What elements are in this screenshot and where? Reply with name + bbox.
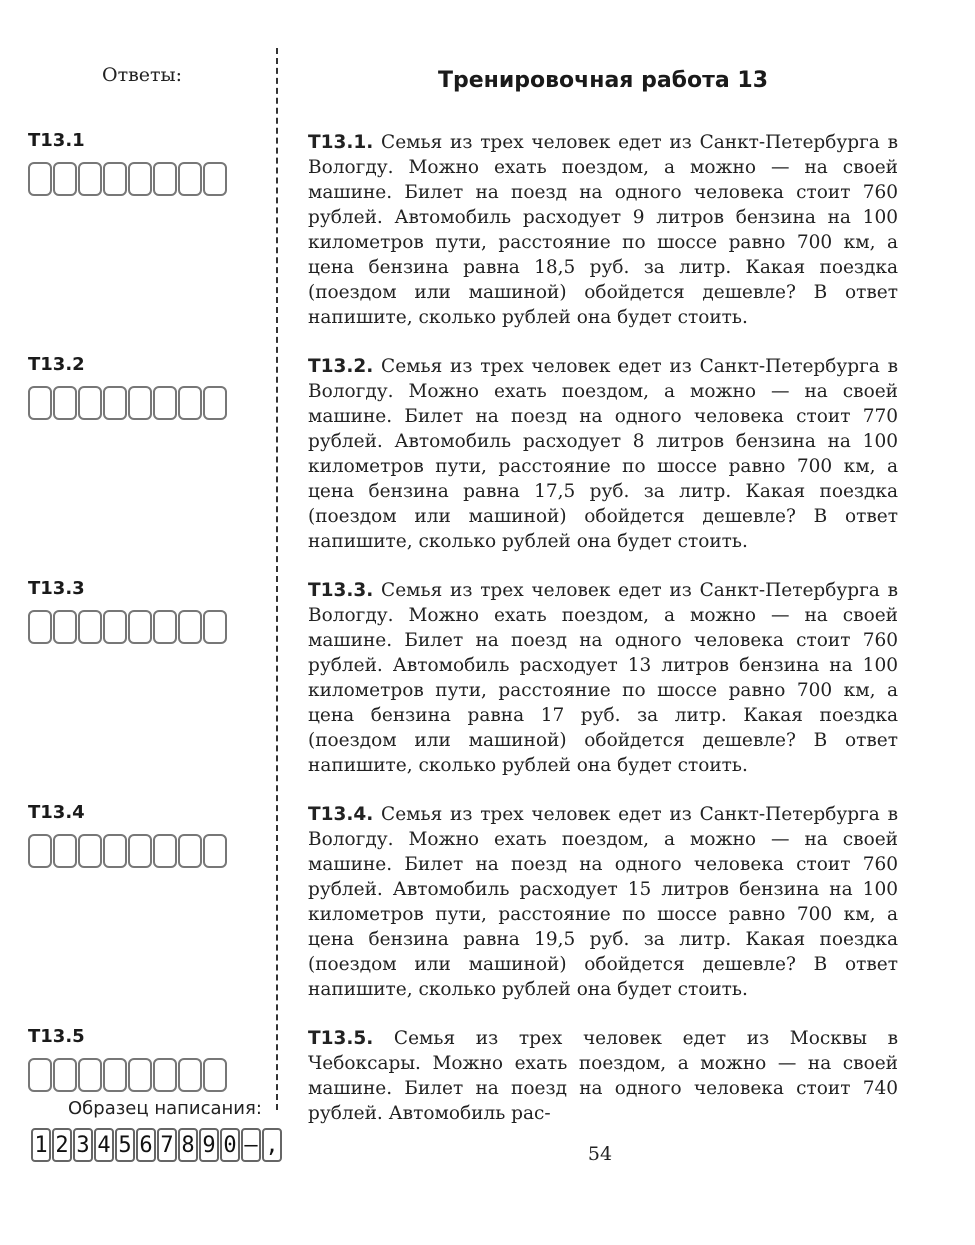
answer-cells-t13-2[interactable] (28, 386, 228, 420)
answer-cell[interactable] (128, 834, 152, 868)
task-t13-2 (308, 354, 898, 554)
sample-digit-cell: 5 (115, 1128, 135, 1162)
answer-cell[interactable] (128, 386, 152, 420)
answer-cell[interactable] (178, 610, 202, 644)
sample-digit-cell: 1 (31, 1128, 51, 1162)
answer-cell[interactable] (28, 386, 52, 420)
answer-cell[interactable] (178, 1058, 202, 1092)
task-text: Семья из трех человек едет из Санкт-Петербурга в Вологду. Можно ехать поездом, а можно — на своей машине. Билет на поезд на одного человека стоит 760 рублей. Автомобиль расходует 15 литров бензина на 100 километров пути, расстояние по шоссе равно 700 км, а цена бензина равна 19,5 руб. за литр. Какая поездка (поездом или машиной) обойдется дешевле? В ответ напишите, сколько рублей она будет стоить. (308, 804, 898, 1000)
sample-digit-cell: 8 (178, 1128, 198, 1162)
answer-cell[interactable] (178, 386, 202, 420)
answer-cell[interactable] (153, 1058, 177, 1092)
answer-cell[interactable] (128, 1058, 152, 1092)
answer-cell[interactable] (53, 386, 77, 420)
answer-cell[interactable] (203, 834, 227, 868)
answer-cell[interactable] (78, 386, 102, 420)
sample-digit-cell: 2 (52, 1128, 72, 1162)
task-t13-3 (308, 578, 898, 778)
task-number: Т13.3. (308, 580, 374, 601)
answer-cell[interactable] (178, 162, 202, 196)
answer-cell[interactable] (78, 162, 102, 196)
answer-label-t13-3: Т13.3 (28, 578, 85, 599)
answer-cell[interactable] (28, 610, 52, 644)
answer-cell[interactable] (28, 834, 52, 868)
answer-cell[interactable] (203, 386, 227, 420)
answer-cell[interactable] (153, 162, 177, 196)
answer-cell[interactable] (203, 1058, 227, 1092)
answer-cell[interactable] (128, 610, 152, 644)
answer-cell[interactable] (103, 162, 127, 196)
answer-cell[interactable] (53, 610, 77, 644)
dashed-divider (276, 48, 278, 1110)
answer-cells-t13-3[interactable] (28, 610, 228, 644)
answers-heading: Ответы: (102, 64, 183, 86)
answer-cell[interactable] (28, 162, 52, 196)
page-number: 54 (587, 1143, 613, 1165)
answer-cells-t13-4[interactable] (28, 834, 228, 868)
task-text: Семья из трех человек едет из Санкт-Петербурга в Вологду. Можно ехать поездом, а можно — на своей машине. Билет на поезд на одного человека стоит 770 рублей. Автомобиль расходует 8 литров бензина на 100 километров пути, расстояние по шоссе равно 700 км, а цена бензина равна 17,5 руб. за литр. Какая поездка (поездом или машиной) обойдется дешевле? В ответ напишите, сколько рублей она будет стоить. (308, 356, 898, 552)
answer-label-t13-1: Т13.1 (28, 130, 85, 151)
answer-cells-t13-1[interactable] (28, 162, 228, 196)
answer-cell[interactable] (103, 610, 127, 644)
answer-cell[interactable] (78, 610, 102, 644)
sample-digit-cell: 0 (220, 1128, 240, 1162)
answer-label-t13-4: Т13.4 (28, 802, 85, 823)
sample-digit-cell: – (241, 1128, 261, 1162)
page-title: Тренировочная работа 13 (437, 68, 769, 93)
sample-digits (31, 1128, 283, 1162)
task-number: Т13.4. (308, 804, 374, 825)
answer-cell[interactable] (103, 386, 127, 420)
answer-cell[interactable] (203, 162, 227, 196)
task-text: Семья из трех человек едет из Санкт-Петербурга в Вологду. Можно ехать поездом, а можно — на своей машине. Билет на поезд на одного человека стоит 760 рублей. Автомобиль расходует 13 литров бензина на 100 километров пути, расстояние по шоссе равно 700 км, а цена бензина равна 17 руб. за литр. Какая поездка (поездом или машиной) обойдется дешевле? В ответ напишите, сколько рублей она будет стоить. (308, 580, 898, 776)
answer-cells-t13-5[interactable] (28, 1058, 228, 1092)
sample-digit-cell: 3 (73, 1128, 93, 1162)
answer-cell[interactable] (53, 162, 77, 196)
answer-cell[interactable] (28, 1058, 52, 1092)
answer-cell[interactable] (128, 162, 152, 196)
task-text: Семья из трех человек едет из Москвы в Чебоксары. Можно ехать поездом, а можно — на своей машине. Билет на поезд на одного человека стоит 740 рублей. Автомобиль рас- (308, 1028, 898, 1124)
task-number: Т13.1. (308, 132, 374, 153)
task-t13-5 (308, 1026, 898, 1126)
sample-digit-cell: , (262, 1128, 282, 1162)
answer-cell[interactable] (153, 834, 177, 868)
answer-cell[interactable] (178, 834, 202, 868)
task-text: Семья из трех человек едет из Санкт-Петербурга в Вологду. Можно ехать поездом, а можно — на своей машине. Билет на поезд на одного человека стоит 760 рублей. Автомобиль расходует 9 литров бензина на 100 километров пути, расстояние по шоссе равно 700 км, а цена бензина равна 18,5 руб. за литр. Какая поездка (поездом или машиной) обойдется дешевле? В ответ напишите, сколько рублей она будет стоить. (308, 132, 898, 328)
answer-cell[interactable] (53, 834, 77, 868)
answer-label-t13-5: Т13.5 (28, 1026, 85, 1047)
task-number: Т13.5. (308, 1028, 374, 1049)
answer-cell[interactable] (203, 610, 227, 644)
answer-cell[interactable] (53, 1058, 77, 1092)
sample-digit-cell: 4 (94, 1128, 114, 1162)
sample-digit-cell: 6 (136, 1128, 156, 1162)
answer-cell[interactable] (103, 834, 127, 868)
answer-cell[interactable] (103, 1058, 127, 1092)
answer-label-t13-2: Т13.2 (28, 354, 85, 375)
answer-cell[interactable] (153, 386, 177, 420)
sample-digit-cell: 7 (157, 1128, 177, 1162)
task-number: Т13.2. (308, 356, 374, 377)
task-t13-4 (308, 802, 898, 1002)
sample-digit-cell: 9 (199, 1128, 219, 1162)
sample-label: Образец написания: (68, 1098, 262, 1119)
task-t13-1 (308, 130, 898, 330)
answer-cell[interactable] (78, 1058, 102, 1092)
answer-cell[interactable] (78, 834, 102, 868)
answer-cell[interactable] (153, 610, 177, 644)
